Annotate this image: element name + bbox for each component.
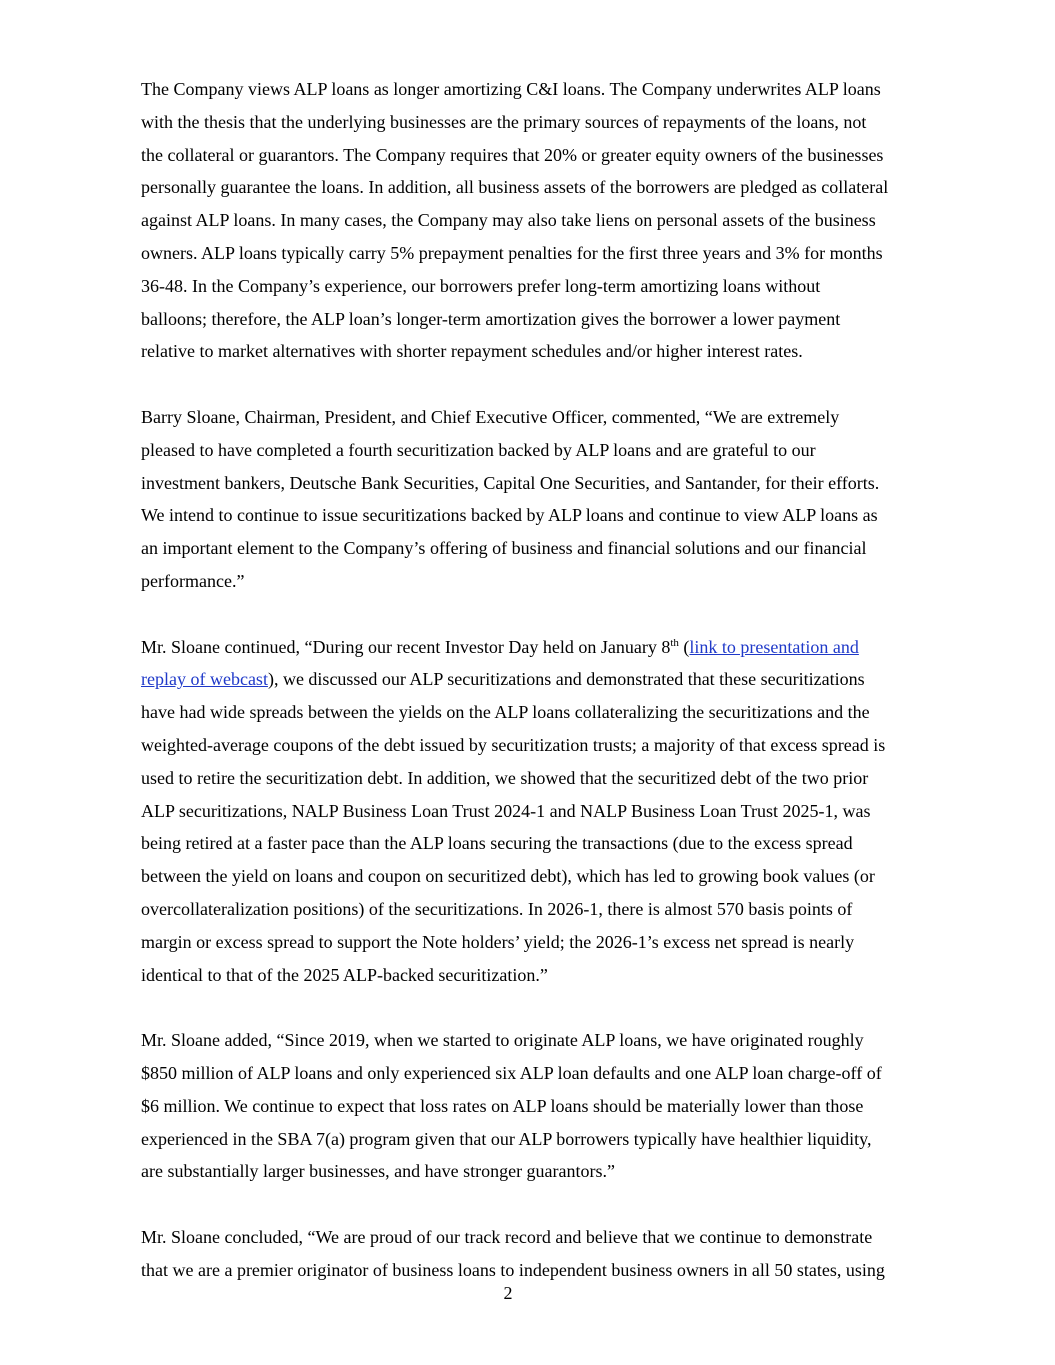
text-line: against ALP loans. In many cases, the Company may also take liens on personal assets of the business [141,210,876,231]
paragraph-conclusion [141,1221,937,1287]
text-line: used to retire the securitization debt. In addition, we showed that the securitized debt of the two prior [141,767,869,788]
presentation-webcast-link-continued[interactable]: replay of webcast [141,669,268,690]
text-line: the collateral or guarantors. The Company requires that 20% or greater equity owners of the businesses [141,144,884,165]
document-body [141,73,937,1319]
text-line: The Company views ALP loans as longer amortizing C&I loans. The Company underwrites ALP loans [141,79,881,99]
text-line [141,631,937,664]
text-line: are substantially larger businesses, and have stronger guarantors.” [141,1161,616,1182]
text-line: weighted-average coupons of the debt issued by securitization trusts; a majority of that excess spread is [141,734,886,755]
presentation-webcast-link[interactable]: link to presentation and [689,636,859,657]
text-line: ALP securitizations, NALP Business Loan Trust 2024-1 and NALP Business Loan Trust 2025-1, was [141,800,871,821]
text-line: investment bankers, Deutsche Bank Securities, Capital One Securities, and Santander, for their efforts. [141,472,880,493]
text-line: owners. ALP loans typically carry 5% prepayment penalties for the first three years and 3% for months [141,242,883,263]
text-line: identical to that of the 2025 ALP-backed securitization.” [141,964,548,985]
text-line: relative to market alternatives with shorter repayment schedules and/or higher interest rates. [141,341,803,362]
text-line: being retired at a faster pace than the ALP loans securing the transactions (due to the excess spread [141,833,853,854]
paragraph-ceo-comment [141,401,937,598]
text-line: between the yield on loans and coupon on securitized debt), which has led to growing book values (or [141,866,875,887]
text-line: experienced in the SBA 7(a) program given that our ALP borrowers typically have healthier liquidity, [141,1128,872,1149]
paragraph-alp-loans-overview [141,73,937,368]
text-line: margin or excess spread to support the Note holders’ yield; the 2026-1’s excess net spread is nearly [141,931,855,952]
text-line [141,663,937,696]
text-fragment: ( [678,636,690,657]
paragraph-investor-day [141,631,937,992]
text-line: personally guarantee the loans. In addition, all business assets of the borrowers are pledged as collateral [141,177,889,198]
text-line: with the thesis that the underlying businesses are the primary sources of repayments of the loans, not [141,111,867,132]
text-line: balloons; therefore, the ALP loan’s longer-term amortization gives the borrower a lower payment [141,308,841,329]
text-fragment: Mr. Sloane continued, “During our recent Investor Day held on January 8 [141,636,671,657]
text-line: that we are a premier originator of business loans to independent business owners in all 50 states, using [141,1259,885,1280]
text-line: $6 million. We continue to expect that loss rates on ALP loans should be materially lower than those [141,1095,864,1116]
text-line: Mr. Sloane added, “Since 2019, when we started to originate ALP loans, we have originated roughly [141,1030,864,1051]
ordinal-superscript: th [670,636,679,649]
text-line: an important element to the Company’s offering of business and financial solutions and our financial [141,538,867,559]
text-line: 36-48. In the Company’s experience, our borrowers prefer long-term amortizing loans without [141,275,821,296]
text-line: overcollateralization positions) of the securitizations. In 2026-1, there is almost 570 basis points of [141,898,853,919]
text-line: Barry Sloane, Chairman, President, and Chief Executive Officer, commented, “We are extremely [141,406,840,427]
page-number: 2 [503,1283,513,1303]
text-line: pleased to have completed a fourth securitization backed by ALP loans and are grateful to our [141,439,816,460]
text-line: have had wide spreads between the yields on the ALP loans collateralizing the securitizations and the [141,702,870,723]
text-fragment: ), we discussed our ALP securitizations and demonstrated that these securitizations [267,669,865,690]
text-line: Mr. Sloane concluded, “We are proud of our track record and believe that we continue to demonstrate [141,1226,873,1247]
text-line: $850 million of ALP loans and only experienced six ALP loan defaults and one ALP loan charge-off of [141,1062,882,1083]
text-line: We intend to continue to issue securitizations backed by ALP loans and continue to view ALP loans as [141,505,878,526]
text-line: performance.” [141,570,245,591]
paragraph-loan-performance [141,1024,937,1188]
